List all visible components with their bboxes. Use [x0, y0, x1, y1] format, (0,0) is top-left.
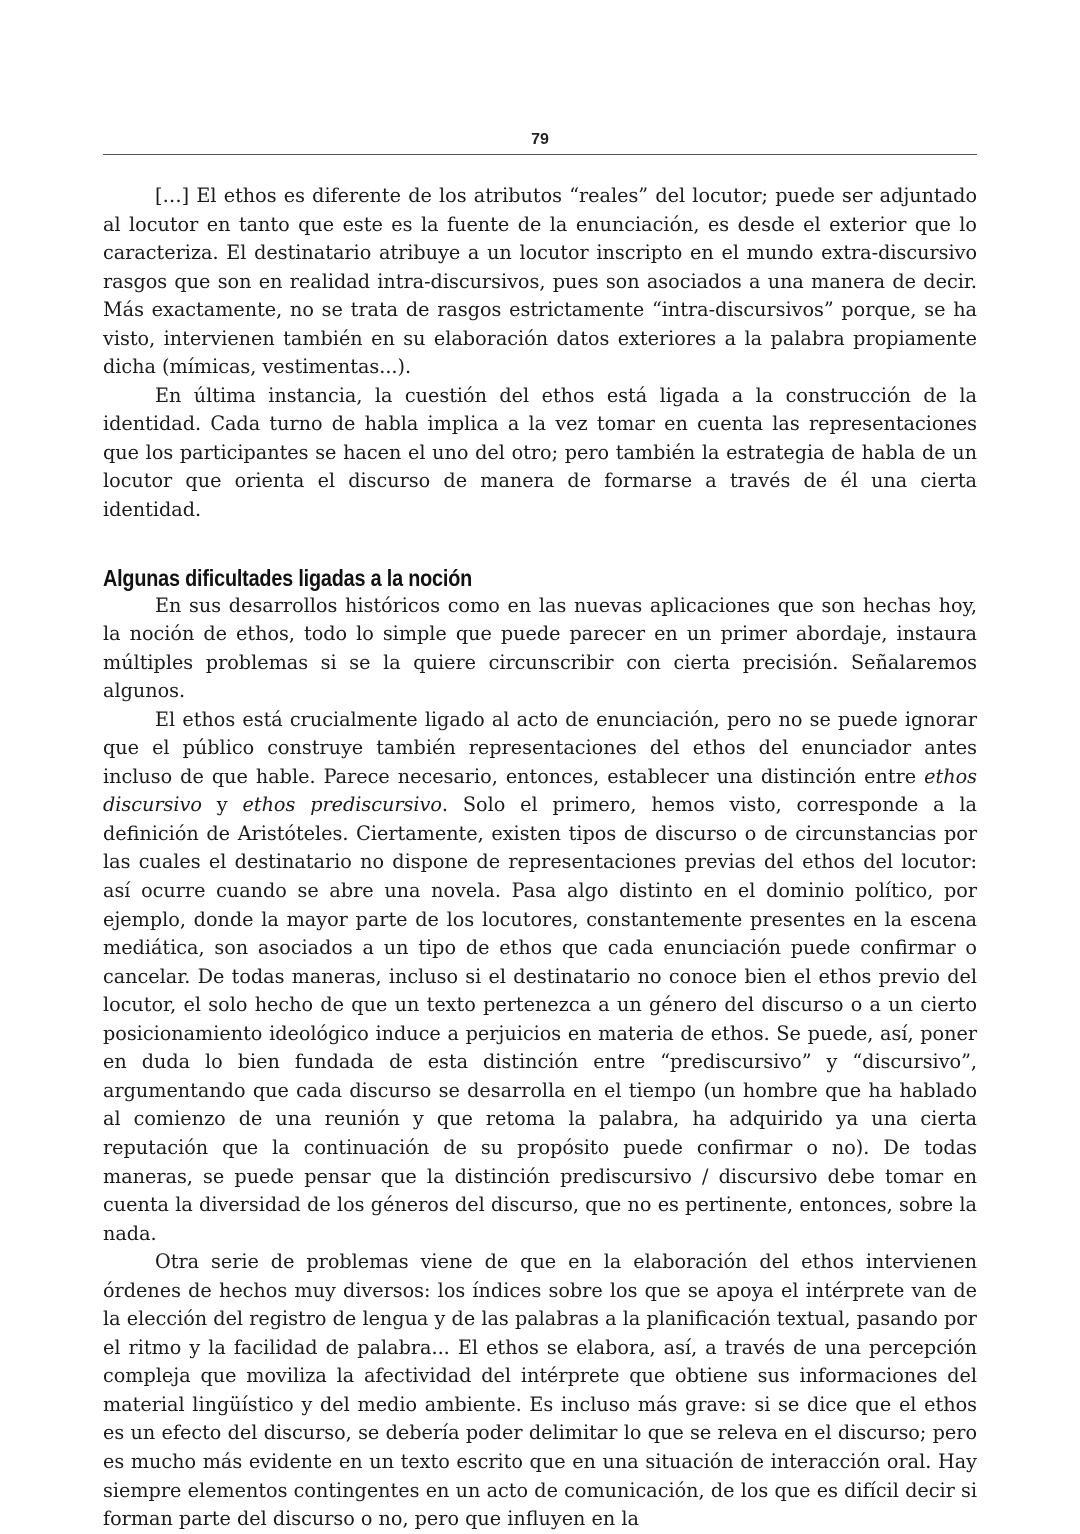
header-divider [103, 154, 977, 155]
paragraph-text: y [201, 793, 243, 817]
page-number: 79 [531, 131, 549, 148]
term-ethos-discursivo: ethos discursivo [103, 764, 977, 817]
section-heading: Algunas dificultades ligadas a la noción [103, 564, 473, 591]
paragraph-orders-of-facts: Otra serie de problemas viene de que en la elaboración del ethos intervienen órdenes de hechos muy diversos: los índices sobre los que se apoya el intérprete van de la elección del registro de lengua y de las palabras a la planificación textual, pasando por el ritmo y la facilidad de palabra... El ethos se elabora, así, a través de una percepción compleja que moviliza la afectividad del intérprete que obtiene sus informaciones del material lingüístico y del medio ambiente. Es incluso más grave: si se dice que el ethos es un efecto del discurso, se debería poder delimitar lo que se releva en el discurso; pero es mucho más evidente en un texto escrito que en una situación de interacción oral. Hay siempre elementos contingentes en un acto de comunicación, de los que es difícil decir si forman parte del discurso o no, pero que influyen en la [103, 1250, 977, 1531]
page-body [103, 182, 977, 1534]
term-ethos-prediscursivo: ethos prediscursivo [242, 793, 442, 817]
paragraph-ethos-attributes: […] El ethos es diferente de los atributos “reales” del locutor; puede ser adjuntado al locutor en tanto que este es la fuente de la enunciación, es desde el exterior que lo caracteriza. El destinatario atribuye a un locutor inscripto en el mundo extra-discursivo rasgos que son en realidad intra-discursivos, pues son asociados a una manera de decir. Más exactamente, no se trata de rasgos estrictamente “intra-discursivos” porque, se ha visto, intervienen también en su elaboración datos exteriores a la palabra propiamente dicha (mímicas, vestimentas...). [103, 184, 977, 379]
paragraph-discursive-prediscursive [103, 706, 977, 1248]
paragraph-text: . Solo el primero, hemos visto, corresponde a la definición de Aristóteles. Ciertamente, existen tipos de discurso o de circunstancias por las cuales el destinatario no dispone de representaciones previas del ethos del locutor: así ocurre cuando se abre una novela. Pasa algo distinto en el dominio político, por ejemplo, donde la mayor parte de los locutores, constantemente presentes en la escena mediática, son asociados a un tipo de ethos que cada enunciación puede confirmar o cancelar. De todas maneras, incluso si el destinatario no conoce bien el ethos previo del locutor, el solo hecho de que un texto pertenezca a un género del discurso o a un cierto posicionamiento ideológico induce a perjuicios en materia de ethos. Se puede, así, poner en duda lo bien fundada de esta distinción entre “prediscursivo” y “discursivo”, argumentando que cada discurso se desarrolla en el tiempo (un hombre que ha hablado al comienzo de una reunión y que retoma la palabra, ha adquirido ya una cierta reputación que la continuación de su propósito puede confirmar o no). De todas maneras, se puede pensar que la distinción prediscursivo / discursivo debe tomar en cuenta la diversidad de los géneros del discurso, que no es pertinente, entonces, sobre la nada. [103, 793, 977, 1245]
paragraph-ethos-identity: En última instancia, la cuestión del ethos está ligada a la construcción de la identidad. Cada turno de habla implica a la vez tomar en cuenta las representaciones que los participantes se hacen el uno del otro; pero también la estrategia de habla de un locutor que orienta el discurso de manera de formarse a través de él una cierta identidad. [103, 383, 977, 522]
paragraph-text: El ethos está crucialmente ligado al acto de enunciación, pero no se puede ignorar que el público construye también representaciones del ethos del enunciador antes incluso de que hable. Parece necesario, entonces, establecer una distinción entre [103, 707, 977, 788]
paragraph-difficulties-intro: En sus desarrollos históricos como en las nuevas aplicaciones que son hechas hoy, la noción de ethos, todo lo simple que puede parecer en un primer abordaje, instaura múltiples problemas si se la quiere circunscribir con cierta precisión. Señalaremos algunos. [103, 593, 977, 703]
